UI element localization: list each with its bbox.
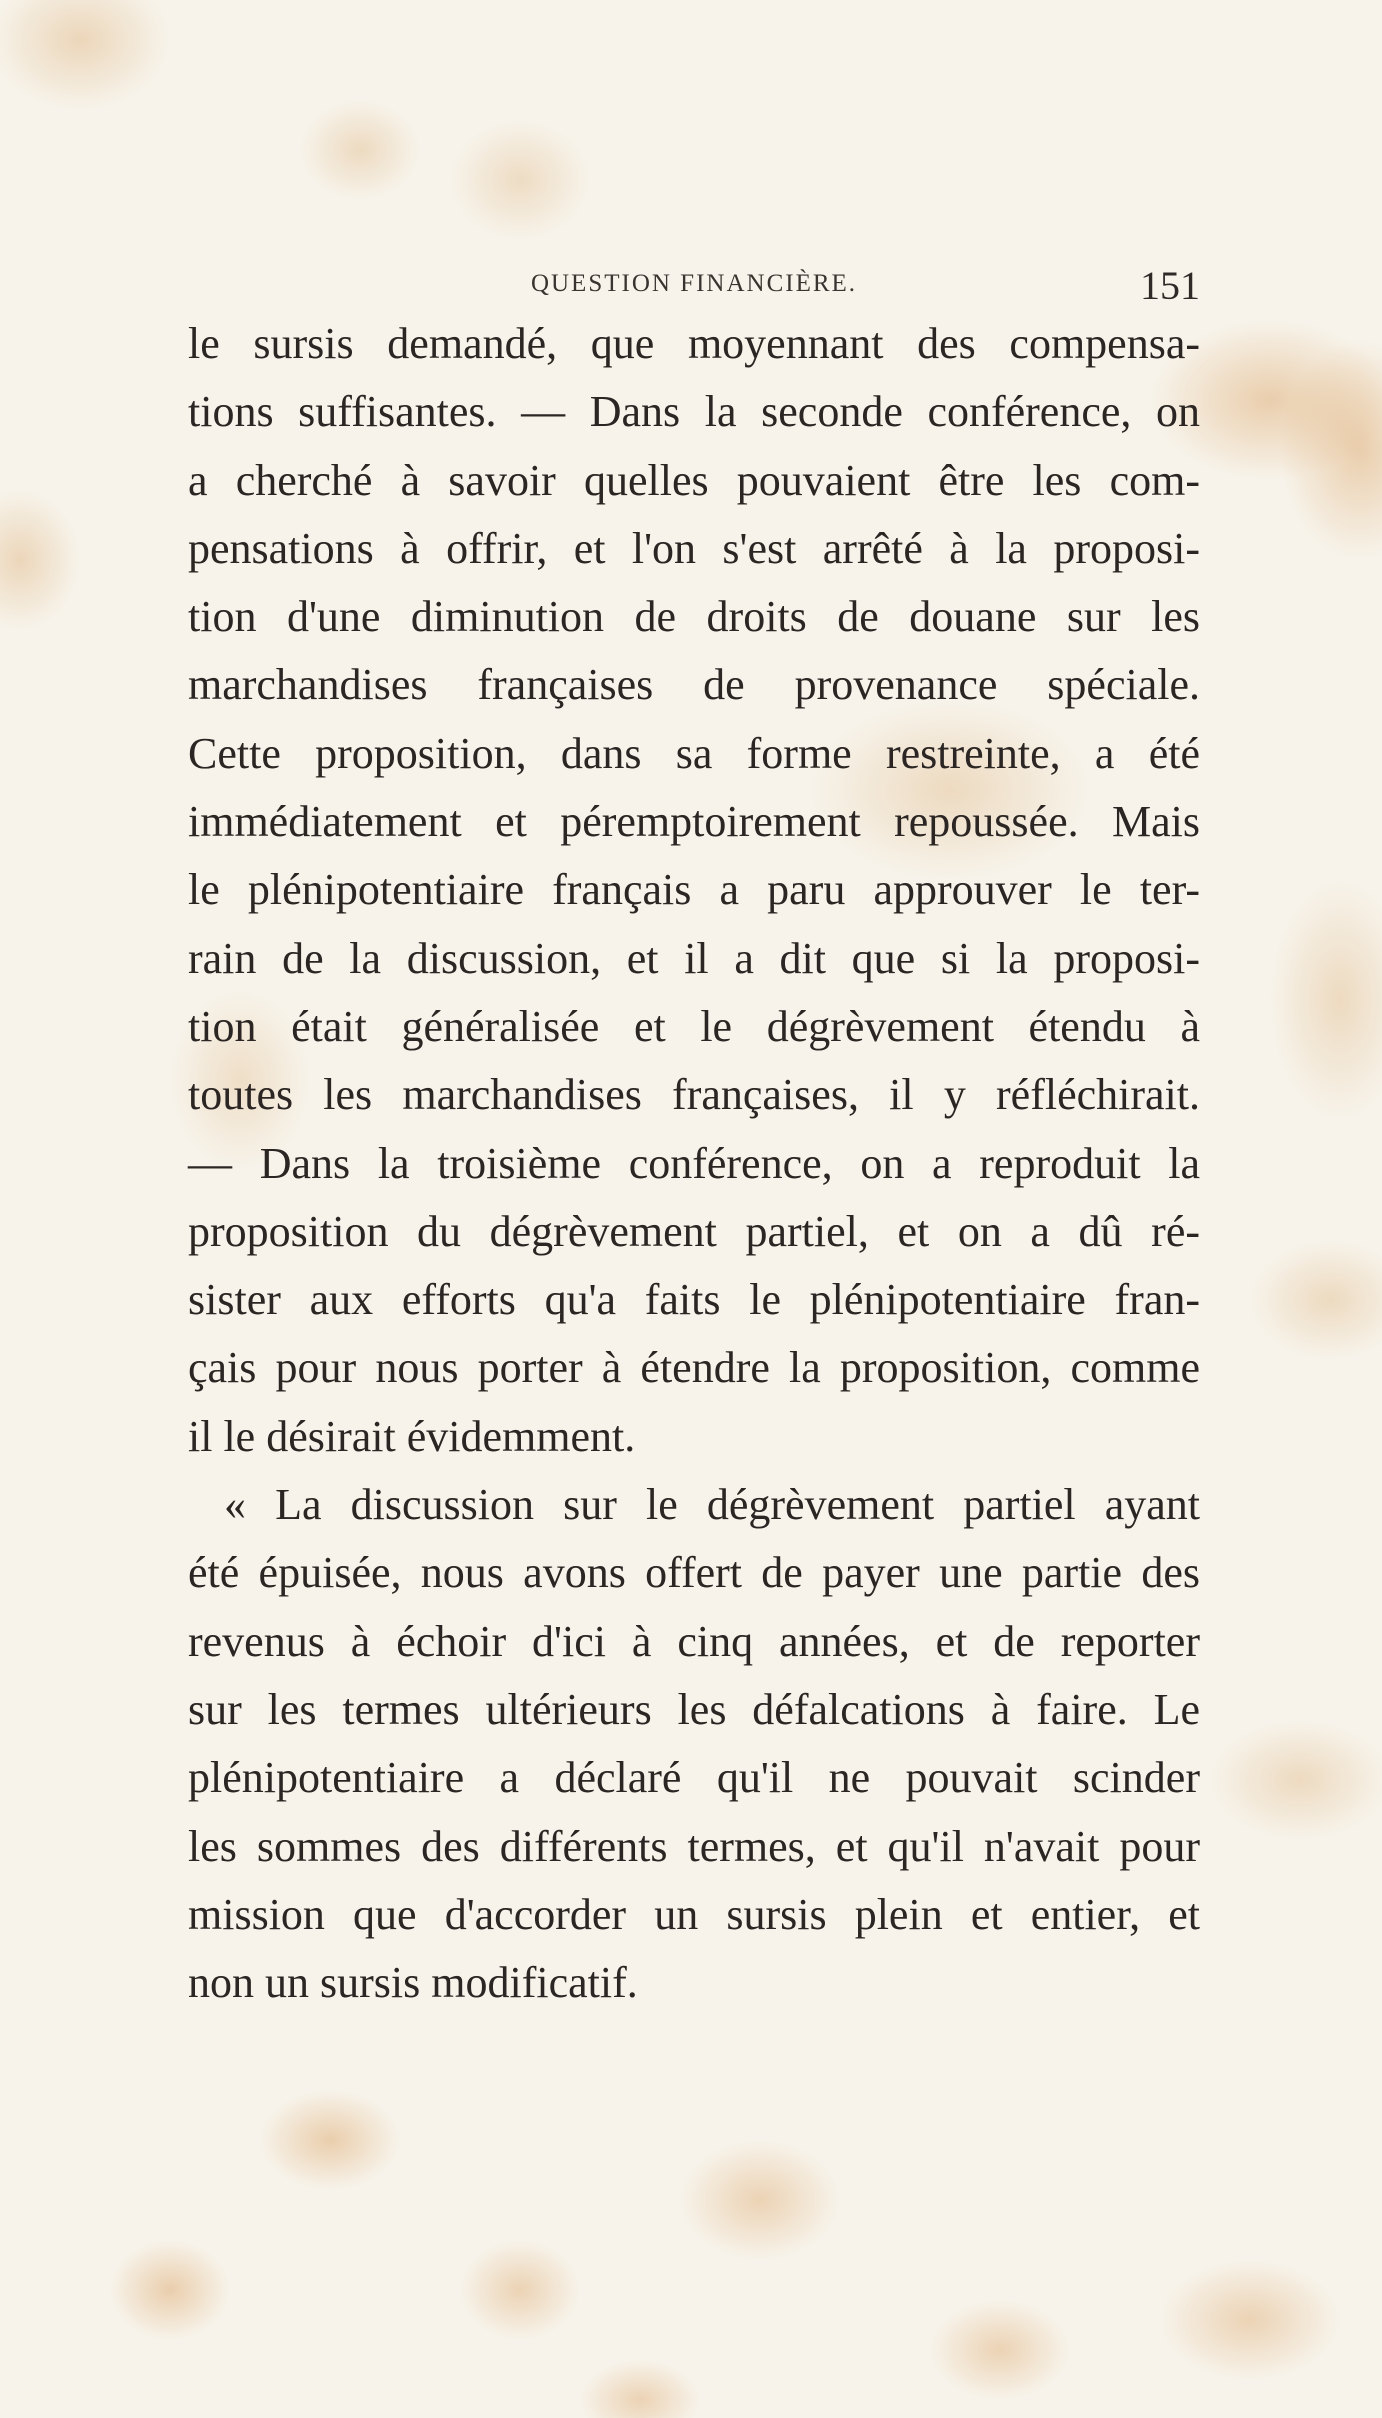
- text-line: plénipotentiaire a déclaré qu'il ne pouvait scinder: [188, 1753, 1200, 1803]
- text-line: le sursis demandé, que moyennant des compensa-: [188, 319, 1200, 368]
- text-line: proposition du dégrèvement partiel, et on a dû ré-: [188, 1206, 1200, 1256]
- text-line: tion d'une diminution de droits de douane sur les: [188, 592, 1200, 642]
- text-line: tion était généralisée et le dégrèvement étendu à: [188, 1001, 1200, 1051]
- text-line: pensations à offrir, et l'on s'est arrêté à la proposi-: [188, 523, 1200, 573]
- text-line: sister aux efforts qu'a faits le plénipotentiaire fran-: [188, 1275, 1200, 1325]
- running-head-title: QUESTION FINANCIÈRE.: [530, 270, 858, 297]
- running-head: [188, 262, 1200, 308]
- text-line: le plénipotentiaire français a paru approuver le ter-: [188, 865, 1200, 915]
- body-text: [188, 310, 1200, 2017]
- text-line: a cherché à savoir quelles pouvaient être les com-: [188, 455, 1200, 505]
- page-number: 151: [1140, 263, 1200, 308]
- text-line: revenus à échoir d'ici à cinq années, et de reporter: [188, 1616, 1200, 1666]
- text-line: les sommes des différents termes, et qu'il n'avait pour: [188, 1821, 1200, 1871]
- text-line: toutes les marchandises françaises, il y réfléchirait.: [188, 1070, 1200, 1120]
- text-line: mission que d'accorder un sursis plein et entier, et: [188, 1889, 1200, 1939]
- text-line: Cette proposition, dans sa forme restreinte, a été: [188, 728, 1200, 778]
- text-line: immédiatement et péremptoirement repoussée. Mais: [188, 797, 1200, 847]
- text-line: été épuisée, nous avons offert de payer une partie des: [188, 1548, 1200, 1598]
- text-line: sur les termes ultérieurs les défalcations à faire. Le: [188, 1684, 1200, 1734]
- text-line: marchandises françaises de provenance spéciale.: [188, 660, 1200, 710]
- text-line: — Dans la troisième conférence, on a reproduit la: [188, 1138, 1200, 1188]
- text-line: « La discussion sur le dégrèvement partiel ayant: [224, 1480, 1200, 1530]
- text-line: tions suffisantes. — Dans la seconde conférence, on: [188, 387, 1200, 437]
- text-line: çais pour nous porter à étendre la proposition, comme: [188, 1343, 1200, 1393]
- text-line: il le désirait évidemment.: [188, 1411, 636, 1461]
- text-line: rain de la discussion, et il a dit que si la proposi-: [188, 933, 1200, 983]
- text-line: non un sursis modificatif.: [188, 1958, 638, 2008]
